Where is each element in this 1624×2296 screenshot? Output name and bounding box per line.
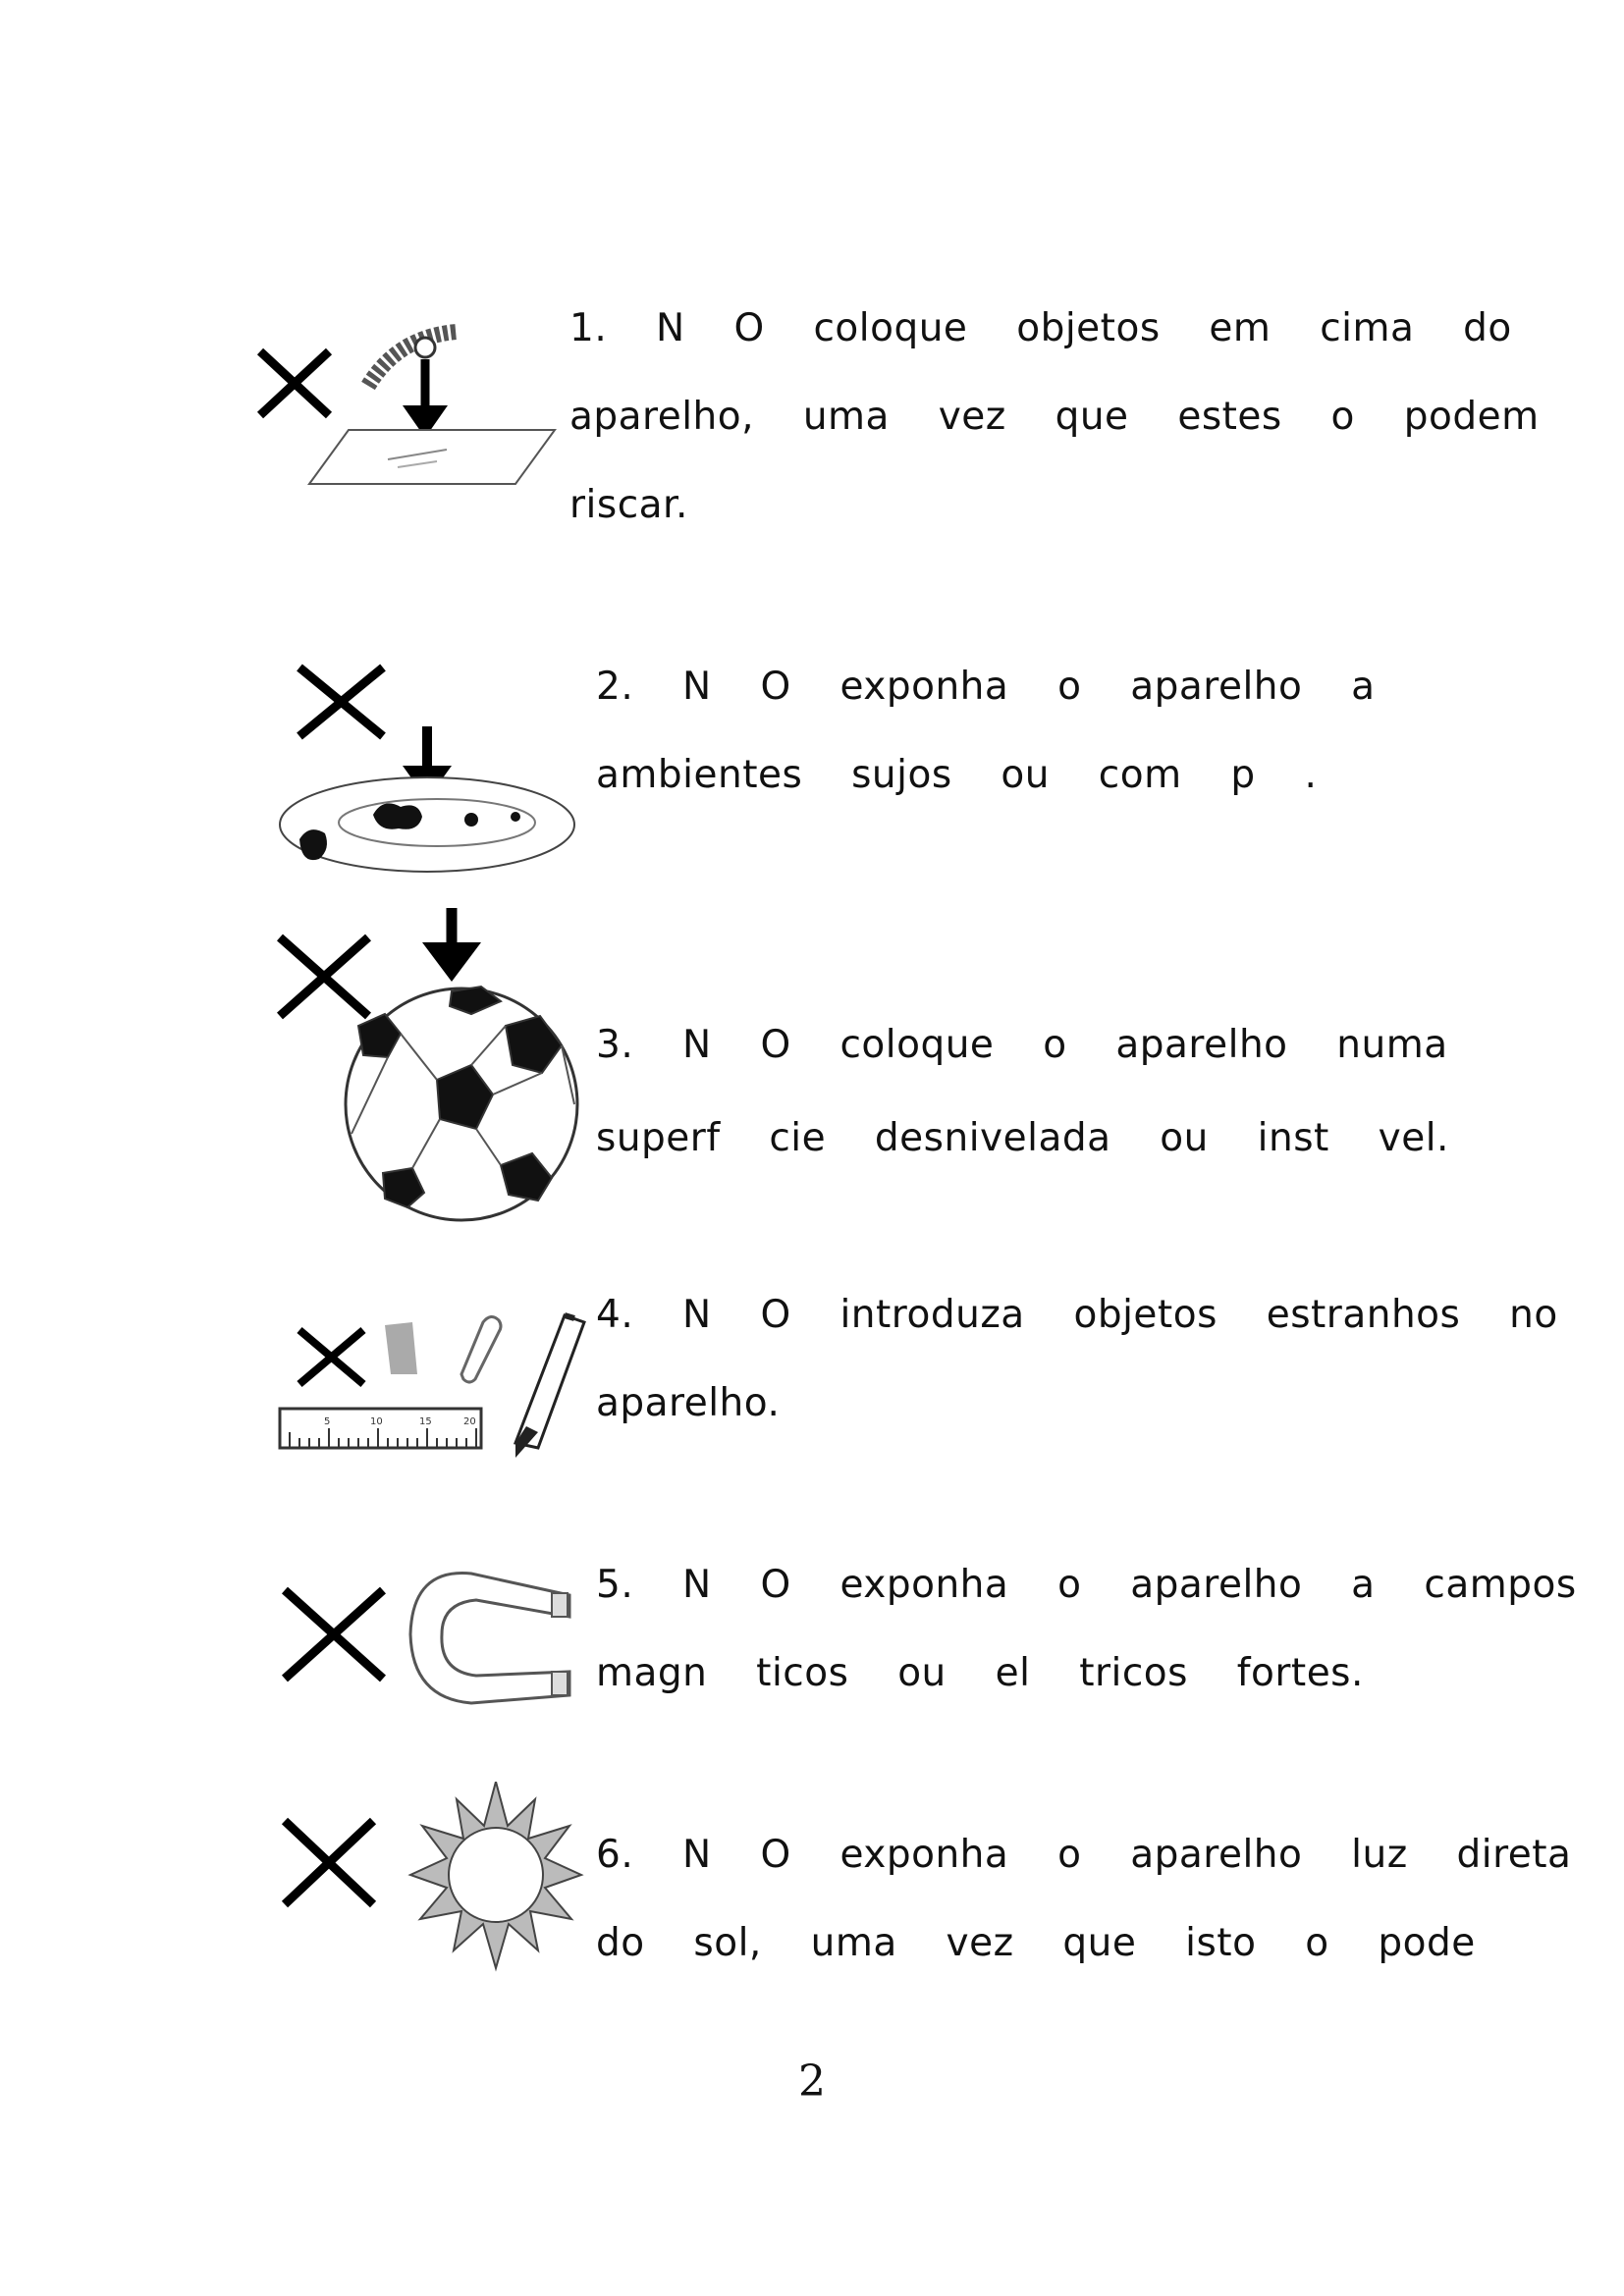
- no-magnetic-fields-icon: [275, 1556, 589, 1723]
- item-5-line-1: 5. N O exponha o aparelho a campos: [596, 1563, 1577, 1607]
- item-3-line-2: superf cie desnivelada ou inst vel.: [596, 1116, 1449, 1160]
- item-6-line-1: 6. N O exponha o aparelho luz direta: [596, 1833, 1572, 1877]
- page-number: 2: [798, 2056, 826, 2107]
- item-4-line-1: 4. N O introduza objetos estranhos no: [596, 1293, 1558, 1337]
- no-direct-sunlight-icon: [275, 1782, 589, 1978]
- item-2-line-1: 2. N O exponha o aparelho a: [596, 665, 1376, 709]
- no-dust-icon: [275, 658, 579, 879]
- ruler-tick-10: 10: [370, 1416, 383, 1427]
- item-5-line-2: magn ticos ou el tricos fortes.: [596, 1651, 1364, 1695]
- item-3-line-1: 3. N O coloque o aparelho numa: [596, 1023, 1448, 1067]
- item-4-line-2: aparelho.: [596, 1381, 781, 1425]
- item-1-line-3: riscar.: [569, 483, 688, 527]
- no-uneven-surface-icon: [275, 908, 589, 1232]
- item-1-line-1: 1. N O coloque objetos em cima do: [569, 306, 1512, 350]
- no-foreign-objects-icon: [275, 1301, 589, 1458]
- item-6-line-2: do sol, uma vez que isto o pode: [596, 1921, 1476, 1965]
- ruler-tick-20: 20: [463, 1416, 476, 1427]
- ruler-tick-15: 15: [419, 1416, 432, 1427]
- ruler-tick-5: 5: [324, 1416, 331, 1427]
- no-objects-on-top-icon: [250, 312, 565, 494]
- item-2-line-2: ambientes sujos ou com p .: [596, 753, 1318, 797]
- item-1-line-2: aparelho, uma vez que estes o podem: [569, 395, 1540, 439]
